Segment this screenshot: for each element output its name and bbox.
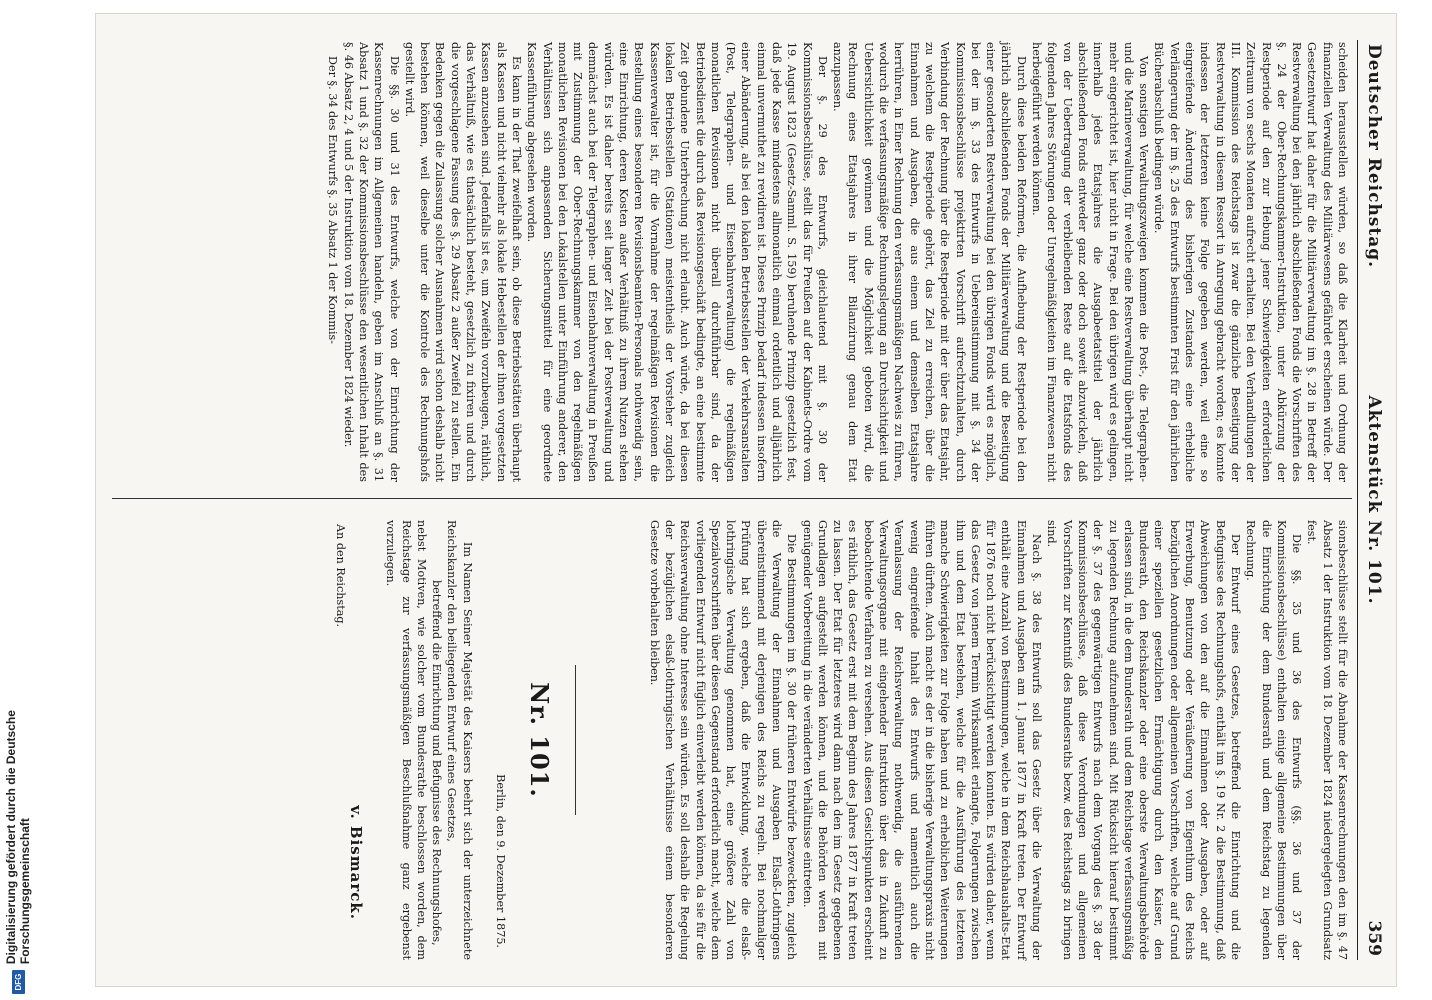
column-divider — [112, 498, 1352, 499]
letter-intro: Im Namen Seiner Majestät des Kaisers beehrt sich der unterzeichnete Reichskanzler den beiliegenden Entwurf eines Gesetzes, — [445, 520, 474, 960]
paragraph: Von sonstigen Verwaltungszweigen kommen die Post-, die Telegraphen- und die Marineverwaltung, für welche eine Restverwaltung überhaupt nicht mehr eingerichtet ist, hier nicht in Frage. Bei den übrigen wird es gelingen, innerhalb jedes Etatsjahres die Ausgabeetatstitel der jährlich abschließenden Fonds entweder ganz oder doch soweit abzuwickeln, daß von der Uebertragung der verbleibenden Reste auf die Etatsfonds des folgenden Jahres Störungen oder Unregelmäßigkeiten im Finanzwesen nicht herbeigeführt werden können. — [1030, 42, 1151, 482]
rotated-document — [96, 14, 1396, 986]
header-left: Deutscher Reichstag. — [1364, 44, 1384, 269]
paragraph: Es kann in der That zweifelhaft sein, ob diese Betriebsstätten überhaupt als Kassen und nicht vielmehr als lokale Hebestellen der ihnen vorgesetzten Kassen anzusehen sind. Jedenfalls ist es, um Zweifeln vorzubeugen, räthlich, das Verhältniß, wie es thatsächlich besteht, gesetzlich zu fixiren und durch die vorgeschlagene Fassung des §. 29 Absatz 2 außer Zweifel zu stellen. Ein Bedenken gegen die Zulassung solcher Ausnahmen wird schon deshalb nicht bestehen können, weil dieselbe unter die Kontrole des Rechnungshofs gestellt wird. — [402, 42, 523, 482]
cover-letter — [332, 520, 508, 960]
right-column — [332, 520, 1350, 960]
section-rule — [575, 665, 576, 815]
paragraph: sionsbeschlüsse stellt für die Abnahme der Kassenrechnungen den im §. 47 Absatz 1 der Instruktion vom 18. Dezember 1824 niedergelegten Grundsatz fest. — [1305, 520, 1349, 960]
paragraph: scheiden herausstellen würden, so daß die Klarheit und Ordnung der finanziellen Verwaltung des Militärwesens gefährdet erscheinen würde. Der Gesetzentwurf hat daher für die Militärverwaltung im §. 28 in Betreff der Restverwaltung bei den jährlich abschließenden Fonds die Vorschriften des §. 24 der Ober-Rechnungskammer-Instruktion, unter Abkürzung der Restperiode auf den zur Hebung jener Schwierigkeiten erforderlichen Zeitraum von sechs Monaten aufrecht erhalten. Bei den Verhandlungen der III. Kommission des Reichstags ist zwar die gänzliche Beseitigung der Restverwaltung in diesem Ressort in Anregung gebracht worden; es konnte indessen der letzteren keine Folge gegeben werden, weil eine so eingreifende Änderung des bisherigen Zustandes eine erhebliche Verlängerung der im §. 25 des Entwurfs bestimmten Frist für den jährlichen Bücherabschluß bedingen würde. — [1152, 42, 1349, 482]
paragraph: Der Entwurf eines Gesetzes, betreffend die Einrichtung und die Befugnisse des Rechnungshofs, enthält im §. 19 Nr. 2 die Bestimmung, daß Abweichungen von den auf die Einnahmen oder Ausgaben, oder auf Erwerbung, Benutzung oder Veräußerung von Eigenthum des Reichs bezüglichen Anordnungen oder allgemeinen Vorschriften, welche auf Grund einer speziellen gesetzlichen Ermächtigung durch den Kaiser, den Bundesrath, den Reichskanzler oder eine oberste Verwaltungsbehörde erlassen sind, in die dem Bundesrath und dem Reichstage verfassungsmäßig zu legenden Rechnung aufzunehmen sind. Mit Rücksicht hierauf bestimmt der §. 37 des gegenwärtigen Entwurfs nach dem Vorgang des §. 38 der Kommissionsbeschlüsse, daß diese Verordnungen und allgemeinen Vorschriften zur Kenntniß des Bundesraths bezw. des Reichstags zu bringen sind. — [1045, 520, 1242, 960]
signature: v. Bismarck. — [346, 805, 365, 920]
paragraph: Durch diese beiden Reformen, die Aufhebung der Restperiode bei den jährlich abschließenden Fonds der Militärverwaltung und die Beseitigung einer gesonderten Restverwaltung bei den übrigen Fonds wird es möglich, bei der im §. 33 des Entwurfs in Uebereinstimmung mit §. 34 der Kommissionsbeschlüsse projektirten Vorschrift aufrechtzuhalten, durch Verbindung der Rechnung über die Restperiode mit der über das Etatsjahr, zu welchem die Restperiode gehört, das Ziel zu erreichen, über die Einnahmen und Ausgaben, die aus einem und demselben Etatsjahre herrühren, in Einer Rechnung den verfassungsmäßigen Nachweis zu führen, wodurch die verfassungsmäßige Rechnungslegung an Durchsichtigkeit und Uebersichtlichkeit gewinnen und die Möglichkeit geboten wird, die Rechnung eines Etatsjahres in ihrer Bilanzirung genau dem Etat anzupassen. — [831, 42, 1028, 482]
dfg-logo: DFG — [12, 970, 25, 994]
document-number-title: Nr. 101. — [525, 682, 555, 798]
letter-topic: betreffend die Einrichtung und Befugnisse des Rechnungshofes, — [430, 580, 444, 946]
digitization-credit — [0, 0, 40, 1000]
left-column — [325, 42, 1350, 482]
paragraph: Nach §. 38 des Entwurfs soll das Gesetz über die Verwaltung der Einnahmen und Ausgaben am 1. Januar 1877 in Kraft treten. Der Entwurf enthält eine Anzahl von Bestimmungen, welche in dem Reichshaushalts-Etat für 1876 noch nicht berücksichtigt werden konnten. Es würden daher, wenn das Gesetz von jenem Termin Wirksamkeit erlangte, Folgerungen zwischen ihm und dem Etat bestehen, welche für die Ausführung des letzteren manche Schwierigkeiten zur Folge haben und zu erheblichen Weiterungen führen dürften. Auch macht es der in die bisherige Verwaltungspraxis nicht wenig eingreifende Inhalt des Entwurfs und namentlich auch die Veranlassung der Reichsverwaltung nothwendig, die ausführenden Verwaltungsorgane mit eingehender Instruktion über das in Zukunft zu beobachtende Verfahren zu versehen. Aus diesen Gesichtspunkten erscheint es räthlich, das Gesetz erst mit dem Beginn des Jahres 1877 in Kraft treten zu lassen. Der Etat für letzteres wird dann nach den im Gesetz gegebenen Grundlagen aufgestellt werden können, und die Behörden werden mit genügender Vorbereitung in die veränderten Verhältnisse eintreten. — [800, 520, 1044, 960]
dateline: Berlin, den 9. Dezember 1875. — [494, 774, 508, 948]
recipient: An den Reichstag. — [333, 524, 347, 628]
running-header — [1357, 40, 1388, 960]
page-number: 359 — [1364, 920, 1384, 956]
paragraph: Der §. 29 des Entwurfs, gleichlautend mit §. 30 der Kommissionsbeschlüsse, stellt das für Preußen auf der Kabinets-Ordre vom 19. August 1823 (Gesetz-Samml. S. 159) beruhende Prinzip gesetzlich fest, daß jede Kasse mindestens allmonatlich einmal ordentlich und alljährlich einmal unvermuthet zu revidiren ist. Dieses Prinzip bedarf indessen insofern einer Abänderung, als bei den lokalen Betriebsstellen der Verkehrsanstalten (Post, Telegraphen- und Eisenbahnverwaltung) die regelmäßigen monatlichen Revisionen nicht überall durchführbar sind, da der Betriebsdienst die durch das Revisionsgeschäft bedingte, an eine bestimmte Zeit gebundene Unterbrechung nicht erlaubt. Auch würde, da bei diesen lokalen Betriebsstellen (Stationen) meistentheils der Vorsteher zugleich Kassenverwalter ist, für die Vornahme der regelmäßigen Revisionen die Bestellung eines besonderen Revisionsbeamten-Personals nothwendig sein, eine Einrichtung, deren Kosten außer Verhältniß zu ihrem Nutzen stehen würden. Es ist daher bereits seit langer Zeit bei der Postverwaltung und demnächst auch bei der Telegraphen- und Eisenbahnverwaltung in Preußen mit Zustimmung der Ober-Rechnungskammer von den regelmäßigen monatlichen Revisionen bei den Lokalstellen unter Einführung anderer, den Verhältnissen sich anpassenden Sicherungsmittel für eine geordnete Kassenführung abgesehen worden. — [525, 42, 829, 482]
paragraph: Die §§. 30 und 31 des Entwurfs, welche von der Einrichtung der Kassenrechnungen im Allgemeinen handeln, geben im Anschluß an §. 31 Absatz 1 und §. 32 der Kommissionsbeschlüsse den wesentlichen Inhalt des §. 46 Absatz 2, 4 und 5 der Instruktion vom 18. Dezember 1824 wieder. — [341, 42, 401, 482]
credit-text: Digitalisierung gefördert durch die Deutsche Forschungsgemeinschaft — [4, 710, 32, 965]
scanned-page — [96, 14, 1396, 986]
letter-closing: nebst Motiven, wie solcher vom Bundesrathe beschlossen worden, dem Reichstage zur verfassungsmäßigen Beschlußnahme ganz ergebenst vorzulegen. — [384, 520, 428, 960]
header-center: Aktenstück Nr. 101. — [1364, 395, 1384, 605]
paragraph: Die §§. 35 und 36 des Entwurfs (§§. 36 und 37 der Kommissionsbeschlüsse) enthalten einige allgemeine Bestimmungen über die Einrichtung der dem Bundesrath und dem Reichstag zu legenden Rechnung. — [1244, 520, 1304, 960]
paragraph: Die Bestimmungen im §. 30 der früheren Entwürfe bezweckten, zugleich die Verwaltung der Einnahmen und Ausgaben Elsaß-Lothringens übereinstimmend mit derjenigen des Reichs zu regeln. Bei nochmaliger Prüfung hat sich ergeben, daß die Entwicklung, welche die elsaß-lothringische Verwaltung genommen hat, eine größere Zahl von Spezialvorschriften über diesen Gegenstand erforderlich macht, welche dem vorliegenden Entwurf nicht füglich einverleibt werden können, da sie für die Reichsverwaltung ohne Interesse sein würden. Es soll deshalb die Regelung der bezüglichen elsaß-lothringischen Verhältnisse einem besonderen Gesetze vorbehalten bleiben. — [647, 520, 799, 960]
paragraph: Der §. 34 des Entwurfs §. 35 Absatz 1 der Kommis- — [326, 56, 340, 345]
